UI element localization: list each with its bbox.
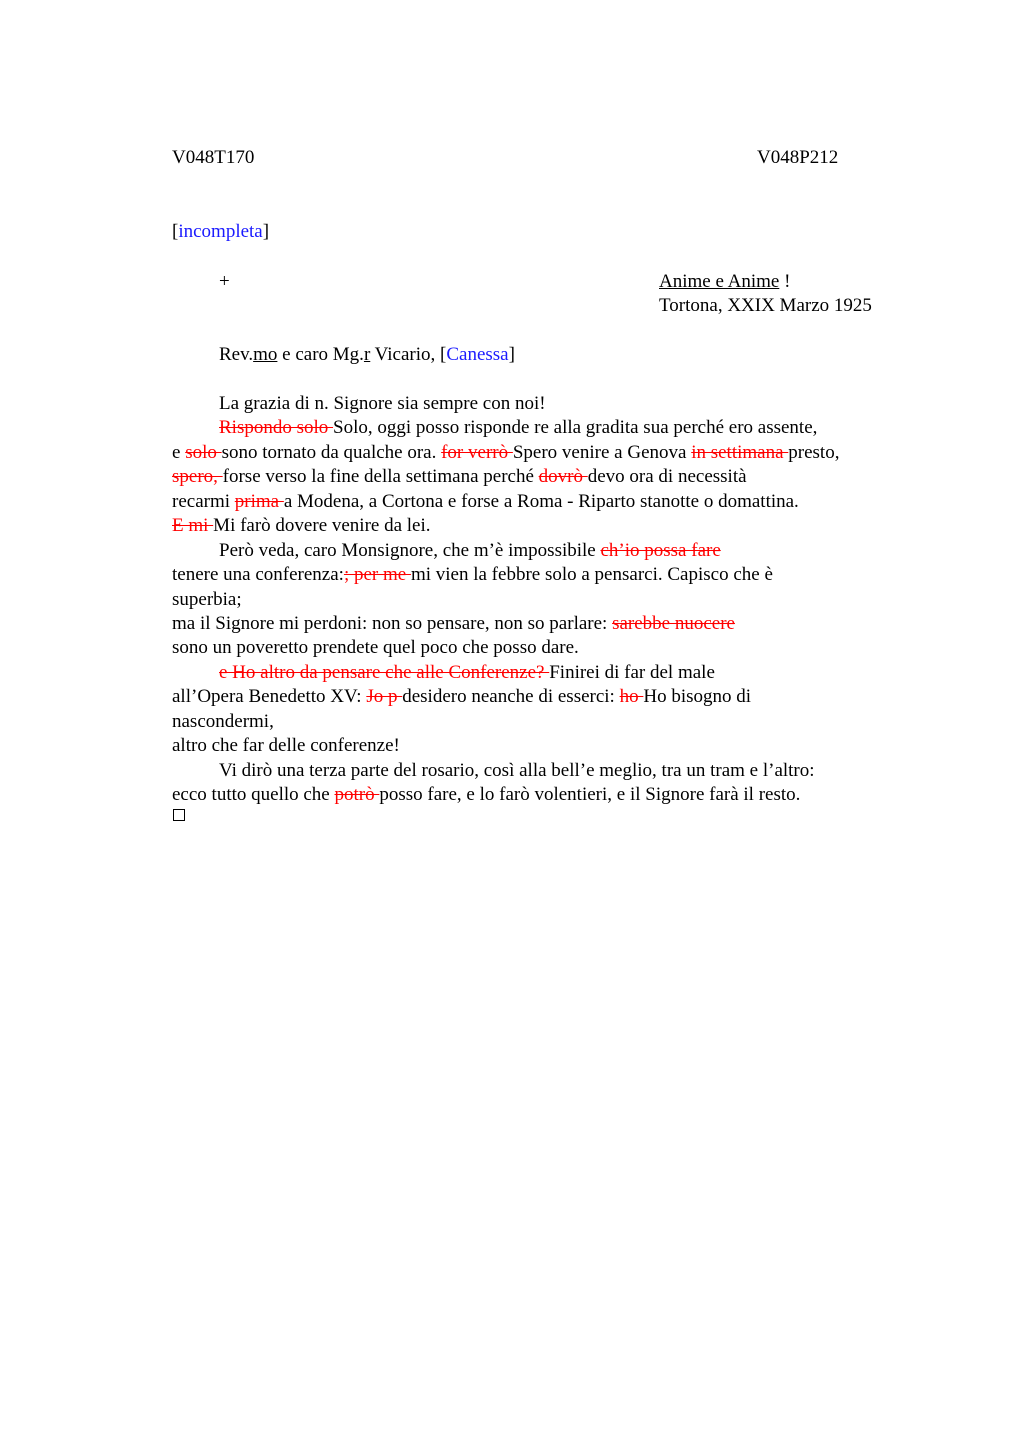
salutation-part: e caro Mg. xyxy=(277,344,364,365)
bracket-close: ] xyxy=(262,221,270,242)
deleted-text: spero, xyxy=(172,466,223,487)
deleted-text: ; per me xyxy=(343,564,411,585)
deleted-text: prima xyxy=(234,491,284,512)
body-text: Però veda, caro Monsignore, che m’è impossibile xyxy=(219,540,601,561)
body-text: forse verso la fine della settimana perché xyxy=(222,466,539,487)
body-line: altro che far delle conferenze! xyxy=(172,735,400,756)
body-text: sono tornato da qualche ora. xyxy=(221,442,442,463)
motto xyxy=(659,270,790,294)
body-text: recarmi xyxy=(172,491,235,512)
body-text: Spero venire a Genova xyxy=(512,442,692,463)
body-line xyxy=(219,539,721,563)
motto-text: Anime e Anime xyxy=(659,271,780,292)
body-text: ma il Signore mi perdoni: non so pensare, non so parlare: xyxy=(172,613,613,634)
body-line xyxy=(172,563,773,587)
document-code-left: V048T170 xyxy=(172,147,255,168)
body-text: ecco tutto quello che xyxy=(172,784,335,805)
deleted-text: ch’io possa fare xyxy=(600,540,721,561)
cross-symbol: + xyxy=(219,271,230,292)
bracket-open: [ xyxy=(172,221,179,242)
body-line xyxy=(219,416,817,440)
body-text: Ho bisogno di xyxy=(643,686,752,707)
recipient-name: Canessa xyxy=(446,344,509,365)
status-note xyxy=(172,220,269,244)
body-text: Mi farò dovere venire da lei. xyxy=(213,515,431,536)
body-line: superbia; xyxy=(172,589,242,610)
body-text: a Modena, a Cortona e forse a Roma - Riparto stanotte o domattina. xyxy=(283,491,799,512)
deleted-text: potrò xyxy=(334,784,380,805)
deleted-text: in settimana xyxy=(691,442,789,463)
body-text: posso fare, e lo farò volentieri, e il Signore farà il resto. xyxy=(379,784,801,805)
greeting-line: La grazia di n. Signore sia sempre con noi! xyxy=(219,393,546,414)
salutation-part: Vicario, [ xyxy=(370,344,447,365)
body-text: all’Opera Benedetto XV: xyxy=(172,686,367,707)
deleted-text: solo xyxy=(185,442,222,463)
body-text: tenere una conferenza: xyxy=(172,564,344,585)
body-line xyxy=(219,661,715,685)
body-line xyxy=(172,465,747,489)
body-line: Vi dirò una terza parte del rosario, così alla bell’e meglio, tra un tram e l’altro: xyxy=(219,760,815,781)
end-checkbox-icon xyxy=(173,809,185,821)
deleted-text: e Ho altro da pensare che alle Conferenze? xyxy=(219,662,550,683)
deleted-text: E mi xyxy=(172,515,214,536)
salutation-part: ] xyxy=(508,344,515,365)
body-text: devo ora di necessità xyxy=(587,466,747,487)
salutation-part: Rev. xyxy=(219,344,254,365)
deleted-text: dovrò xyxy=(538,466,588,487)
motto-suffix: ! xyxy=(779,271,791,292)
deleted-text: Jo p xyxy=(366,686,403,707)
body-line xyxy=(172,514,431,538)
body-line xyxy=(172,685,751,709)
body-line: sono un poveretto prendete quel poco che posso dare. xyxy=(172,637,579,658)
body-line: nascondermi, xyxy=(172,711,274,732)
body-text: presto, xyxy=(788,442,840,463)
body-line xyxy=(172,490,799,514)
place-date: Tortona, XXIX Marzo 1925 xyxy=(659,295,872,316)
body-text: e xyxy=(172,442,186,463)
deleted-text: sarebbe nuocere xyxy=(612,613,735,634)
body-text: mi vien la febbre solo a pensarci. Capisco che è xyxy=(410,564,773,585)
body-line xyxy=(172,612,735,636)
salutation xyxy=(219,343,515,367)
status-label: incompleta xyxy=(178,221,263,242)
salutation-superscript: mo xyxy=(253,344,278,365)
body-line xyxy=(172,783,800,807)
body-text: Solo, oggi posso risponde re alla gradita sua perché ero assente, xyxy=(333,417,818,438)
deleted-text: for verrò xyxy=(441,442,513,463)
body-line xyxy=(172,441,839,465)
deleted-text: ho xyxy=(619,686,644,707)
deleted-text: Rispondo solo xyxy=(219,417,334,438)
document-code-right: V048P212 xyxy=(757,147,839,168)
body-text: Finirei di far del male xyxy=(549,662,715,683)
body-text: desidero neanche di esserci: xyxy=(402,686,620,707)
salutation-superscript: r xyxy=(363,344,371,365)
